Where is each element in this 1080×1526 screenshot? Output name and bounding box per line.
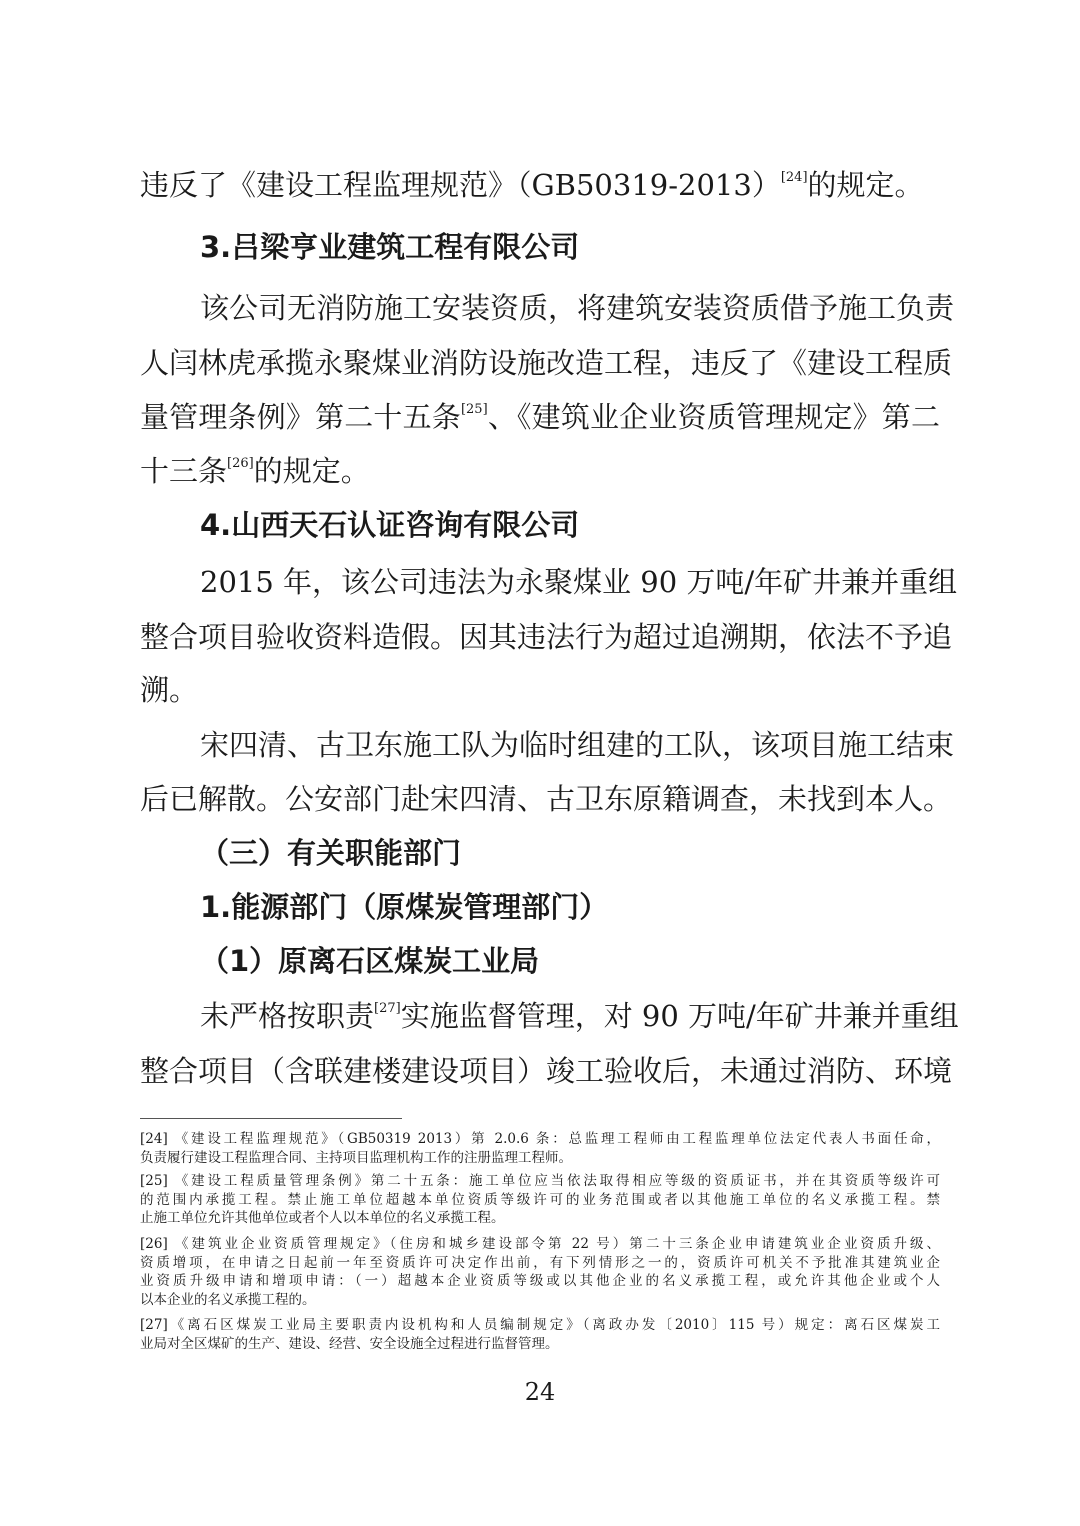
body-text: 的规定。 — [807, 168, 924, 202]
body-line: 该公司无消防施工安装资质，将建筑安装资质借予施工负责 — [200, 291, 955, 325]
footnote-line: 业资质升级申请和增项申请：（一）超越本企业资质等级或以其他企业的名义承揽工程，或允许其他企业或个人 — [140, 1273, 940, 1289]
section-heading: 1.能源部门（原煤炭管理部门） — [200, 890, 609, 924]
body-line: 人闫林虎承揽永聚煤业消防设施改造工程，违反了《建设工程质 — [140, 346, 953, 380]
page-number: 24 — [524, 1378, 556, 1406]
section-heading: 3.吕梁亨业建筑工程有限公司 — [200, 230, 580, 264]
section-heading: 4.山西天石认证咨询有限公司 — [200, 508, 580, 542]
footnote-divider — [140, 1118, 402, 1119]
footnote-ref[interactable]: [27] — [374, 1001, 401, 1016]
footnote-ref[interactable]: [24] — [780, 170, 808, 185]
footnote-ref[interactable]: [25] — [460, 402, 488, 417]
body-line: 宋四清、古卫东施工队为临时组建的工队，该项目施工结束 — [200, 728, 955, 762]
footnote-line: 业局对全区煤矿的生产、建设、经营、安全设施全过程进行监督管理。 — [140, 1335, 559, 1352]
body-line: 2015 年，该公司违法为永聚煤业 90 万吨/年矿井兼并重组 — [200, 565, 958, 599]
footnote-line: 负责履行建设工程监理合同、主持项目监理机构工作的注册监理工程师。 — [140, 1149, 572, 1166]
footnote — [140, 1316, 940, 1353]
footnote-line: 以本企业的名义承揽工程的。 — [140, 1291, 316, 1308]
body-line: 整合项目（含联建楼建设项目）竣工验收后，未通过消防、环境 — [140, 1054, 953, 1088]
body-text: 未严格按职责 — [200, 999, 375, 1033]
body-text: 十三条 — [140, 454, 228, 488]
footnote-line: [25] 《建设工程质量管理条例》第二十五条：施工单位应当依法取得相应等级的资质证书，并在其资质等级许可 — [140, 1173, 940, 1189]
body-line — [140, 397, 940, 437]
body-line: 整合项目验收资料造假。因其违法行为超过追溯期，依法不予追 — [140, 620, 953, 654]
body-line — [200, 996, 959, 1036]
footnote — [140, 1172, 940, 1228]
footnote-ref[interactable]: [26] — [227, 456, 254, 471]
footnote-line: 止施工单位允许其他单位或者个人以本单位的名义承揽工程。 — [140, 1210, 505, 1226]
body-line: 溯。 — [140, 673, 199, 707]
body-text: 违反了《建设工程监理规范》（GB50319-2013） — [140, 168, 781, 202]
body-text: 、《建筑业企业资质管理规定》第二 — [487, 400, 940, 434]
body-line — [140, 165, 940, 205]
section-heading: （三）有关职能部门 — [200, 836, 462, 870]
body-text: 实施监督管理，对 90 万吨/年矿井兼并重组 — [400, 999, 959, 1033]
footnote — [140, 1235, 940, 1309]
footnote-line: [24] 《建设工程监理规范》（GB50319 2013）第 2.0.6 条：总监理工程师由工程监理单位法定代表人书面任命， — [140, 1131, 940, 1147]
footnote-line: [26] 《建筑业企业资质管理规定》（住房和城乡建设部令第 22 号）第二十三条企业申请建筑业企业资质升级、 — [140, 1236, 940, 1252]
footnote — [140, 1130, 940, 1167]
body-line — [140, 451, 940, 491]
body-text: 量管理条例》第二十五条 — [140, 400, 461, 434]
footnote-line: [27]《离石区煤炭工业局主要职责内设机构和人员编制规定》（离政办发〔2010〕115 号）规定：离石区煤炭工 — [140, 1317, 940, 1333]
footnote-line: 资质增项，在申请之日起前一年至资质许可决定作出前，有下列情形之一的，资质许可机关不予批准其建筑业企 — [140, 1254, 940, 1271]
body-text: 的规定。 — [253, 454, 370, 488]
body-line: 后已解散。公安部门赴宋四清、古卫东原籍调查，未找到本人。 — [140, 782, 953, 816]
section-heading: （1）原离石区煤炭工业局 — [200, 944, 540, 978]
footnote-line: 的范围内承揽工程。禁止施工单位超越本单位资质等级许可的业务范围或者以其他施工单位的名义承揽工程。禁 — [140, 1191, 940, 1208]
